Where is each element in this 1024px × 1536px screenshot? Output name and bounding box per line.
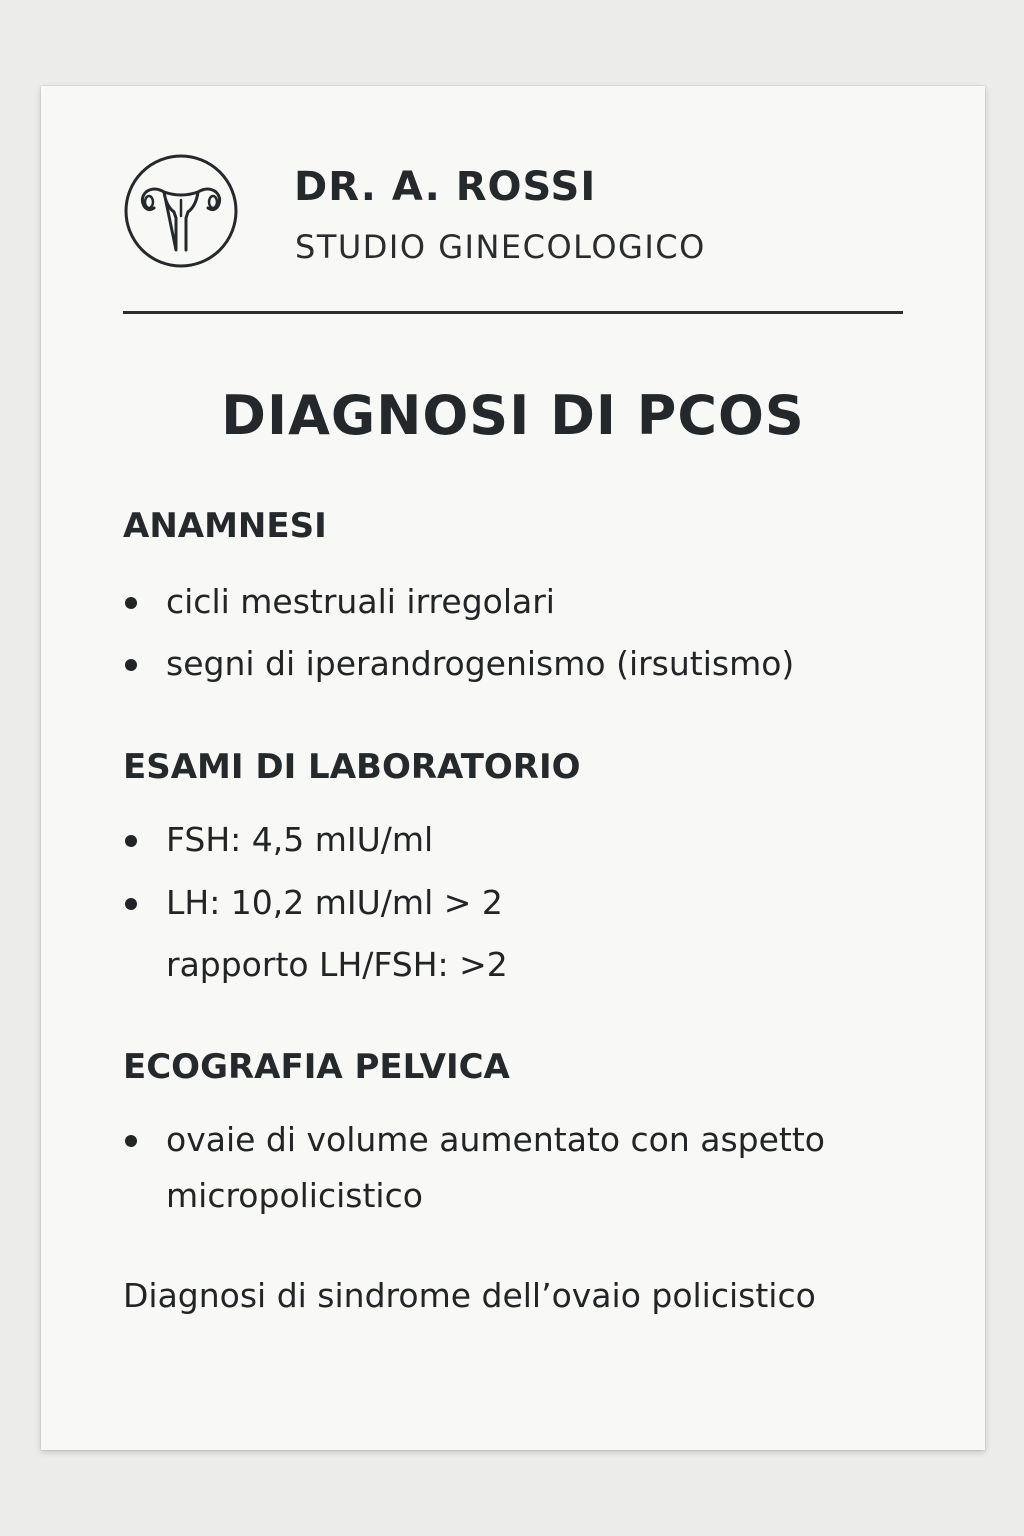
document-card xyxy=(41,86,985,1450)
list-item: segni di iperandrogenismo (irsutismo) xyxy=(166,636,794,692)
diagnosis-conclusion: Diagnosi di sindrome dell’ovaio policistico xyxy=(123,1276,816,1315)
section-title-anamnesi: ANAMNESI xyxy=(123,506,327,546)
list-item: ovaie di volume aumentato con aspetto micropolicistico xyxy=(166,1112,896,1224)
list-item-continuation: rapporto LH/FSH: >2 xyxy=(166,945,508,984)
studio-subtitle: STUDIO GINECOLOGICO xyxy=(295,228,706,266)
list-item: FSH: 4,5 mIU/ml xyxy=(166,812,433,868)
section-title-ecografia: ECOGRAFIA PELVICA xyxy=(123,1047,510,1087)
doctor-name: DR. A. ROSSI xyxy=(294,164,597,210)
header-divider xyxy=(123,311,903,314)
uterus-icon xyxy=(124,154,238,268)
list-item: cicli mestruali irregolari xyxy=(166,574,555,630)
section-title-esami: ESAMI DI LABORATORIO xyxy=(123,747,581,787)
list-item: LH: 10,2 mIU/ml > 2 xyxy=(166,875,503,931)
document-title: DIAGNOSI DI PCOS xyxy=(221,384,805,447)
